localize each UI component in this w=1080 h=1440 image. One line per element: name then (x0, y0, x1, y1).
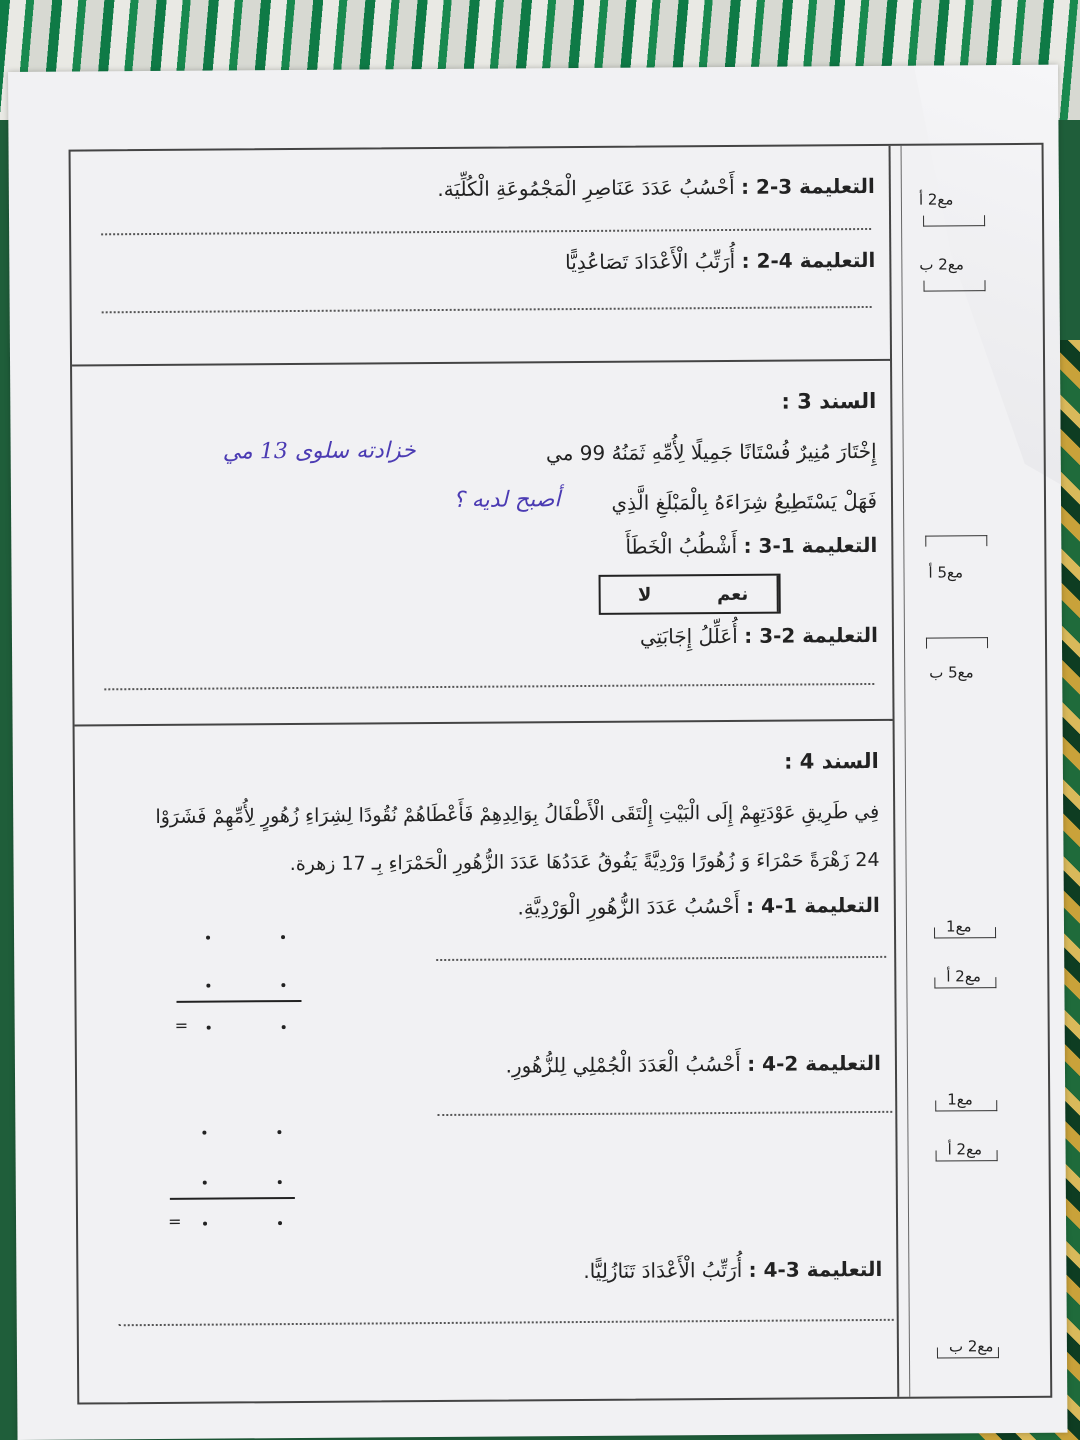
yes-no-table (599, 574, 781, 615)
operation-digit-slot (277, 1130, 281, 1134)
instruction-3-2-label: التعليمة 2-3 : (744, 622, 879, 648)
answer-line-4-1[interactable] (436, 956, 886, 961)
score-criterion-4-2-1: مع1 (947, 1090, 973, 1109)
section-3-handwriting-1: خزادته سلوى 13 مي (222, 438, 416, 465)
score-criterion-4-2-2: مع2 أ (947, 1140, 983, 1159)
instruction-4-3-label: التعليمة 3-4 : (748, 1256, 883, 1282)
score-criterion-2b: مع2 ب (919, 255, 964, 274)
section-3-paragraph-line-1 (546, 439, 877, 465)
section-4-paragraph-line-1: فِي طَرِيقِ عَوْدَتِهِمْ إِلَى الْبَيْتِ إِلْتَقَى الْأَطْفَالُ بِوَالِدِهِمْ فَأَعْطَاهُمْ نُقُودًا لِشِرَاءِ زُهُورٍ لِأُمِّهِمْ فَشَرَوْا (155, 800, 880, 828)
score-bracket[interactable] (925, 535, 987, 546)
section-4 (75, 721, 898, 1403)
section-3-print-text-2: فَهَلْ يَسْتَطِيعُ شِرَاءَهُ بِالْمَبْلَغِ الَّذِي (611, 488, 878, 515)
operation-line (176, 1000, 301, 1003)
operation-digit-slot (203, 1181, 207, 1185)
operation-digit-slot (202, 1131, 206, 1135)
operation-digit-slot (206, 936, 210, 940)
instruction-2-3 (437, 174, 875, 201)
operation-digit-slot (281, 935, 285, 939)
section-3-handwriting-2: أصبح لديه ؟ (452, 487, 561, 513)
operation-digit-slot (282, 1025, 286, 1029)
score-criterion-4-1-2: مع2 أ (946, 967, 981, 986)
instruction-3-1-label: التعليمة 1-3 : (743, 532, 878, 558)
score-bracket[interactable] (923, 280, 985, 291)
score-bracket[interactable] (935, 1100, 997, 1111)
exam-paper (8, 65, 1068, 1440)
section-4-paragraph-line-2: 24 زَهْرَةً حَمْرَاءَ وَ زُهُورًا وَرْدِيَّةً يَفُوقُ عَدَدُهَا عَدَدَ الزُّهُورِ الْحَمْرَاءِ بِـ 17 زهرة. (289, 848, 880, 876)
instruction-2-4 (565, 248, 875, 274)
operation-digit-slot (278, 1221, 282, 1225)
instruction-4-3 (583, 1257, 882, 1283)
score-criterion-5b: مع5 ب (929, 663, 974, 682)
instruction-3-2 (640, 623, 878, 649)
instruction-4-2 (505, 1051, 881, 1078)
score-bracket[interactable] (926, 637, 988, 648)
section-2 (71, 146, 890, 367)
operation-digit-slot (206, 984, 210, 988)
answer-line-2-3[interactable] (101, 228, 871, 235)
section-3 (72, 361, 892, 727)
score-column-inner-divider (901, 146, 911, 1397)
answer-line-4-3[interactable] (119, 1319, 894, 1326)
score-bracket[interactable] (923, 215, 985, 226)
score-bracket[interactable] (934, 927, 996, 938)
instruction-3-2-text: أُعَلِّلُ إِجَابَتِي (639, 623, 738, 649)
equals-sign: = (174, 1015, 189, 1035)
section-3-print-text-1: إِخْتَارَ مُنِيرٌ فُسْتَانًا جَمِيلًا لِأُمِّهِ ثَمَنُهُ 99 مي (545, 438, 877, 466)
instruction-2-4-text: أُرَتِّبُ الْأَعْدَادَ تَصَاعُدِيًّا (565, 248, 736, 275)
instruction-4-1-label: التعليمة 1-4 : (745, 892, 880, 918)
instruction-2-3-label: التعليمة 3-2 : (740, 173, 875, 199)
equals-sign: = (167, 1211, 182, 1231)
yes-option[interactable]: نعم (689, 576, 779, 613)
instruction-4-2-label: التعليمة 2-4 : (747, 1050, 882, 1076)
score-criterion-5a: مع5 أ (928, 563, 964, 582)
instruction-4-1 (517, 893, 880, 920)
answer-line-3-2[interactable] (104, 683, 874, 690)
operation-digit-slot (207, 1026, 211, 1030)
no-option[interactable]: لا (637, 584, 652, 606)
score-criterion-4-3: مع2 ب (948, 1337, 994, 1356)
section-4-title: السند 4 : (783, 748, 879, 774)
operation-digit-slot (278, 1180, 282, 1184)
instruction-3-1-text: أَشْطُبُ الْخَطَأَ (625, 533, 738, 559)
score-bracket[interactable] (934, 977, 996, 988)
score-criterion-4-1-1: مع1 (945, 917, 972, 936)
instruction-2-4-label: التعليمة 4-2 : (741, 247, 876, 273)
operation-line (170, 1197, 295, 1200)
answer-line-4-2[interactable] (437, 1111, 892, 1116)
operation-digit-slot (281, 983, 285, 987)
instruction-4-3-text: أُرَتِّبُ الْأَعْدَادَ تَنَازُلِيًّا. (583, 1257, 743, 1284)
section-3-title: السند 3 : (781, 388, 877, 414)
score-criterion-2a: مع2 أ (918, 190, 954, 209)
score-bracket[interactable] (936, 1150, 998, 1161)
score-bracket[interactable] (937, 1347, 999, 1358)
operation-digit-slot (203, 1222, 207, 1226)
exam-frame (69, 143, 1053, 1405)
instruction-4-2-text: أَحْسُبُ الْعَدَدَ الْجُمْلِي لِلزُّهُورِ. (505, 1051, 741, 1078)
instruction-4-1-text: أَحْسُبُ عَدَدَ الزُّهُورِ الْوَرْدِيَّةِ. (517, 893, 740, 920)
instruction-3-1 (625, 533, 877, 559)
answer-line-2-4[interactable] (102, 306, 872, 313)
section-3-paragraph-line-2 (611, 489, 877, 515)
instruction-2-3-text: أَحْسُبُ عَدَدَ عَنَاصِرِ الْمَجْمُوعَةِ الْكُلِّيَة. (437, 174, 735, 202)
